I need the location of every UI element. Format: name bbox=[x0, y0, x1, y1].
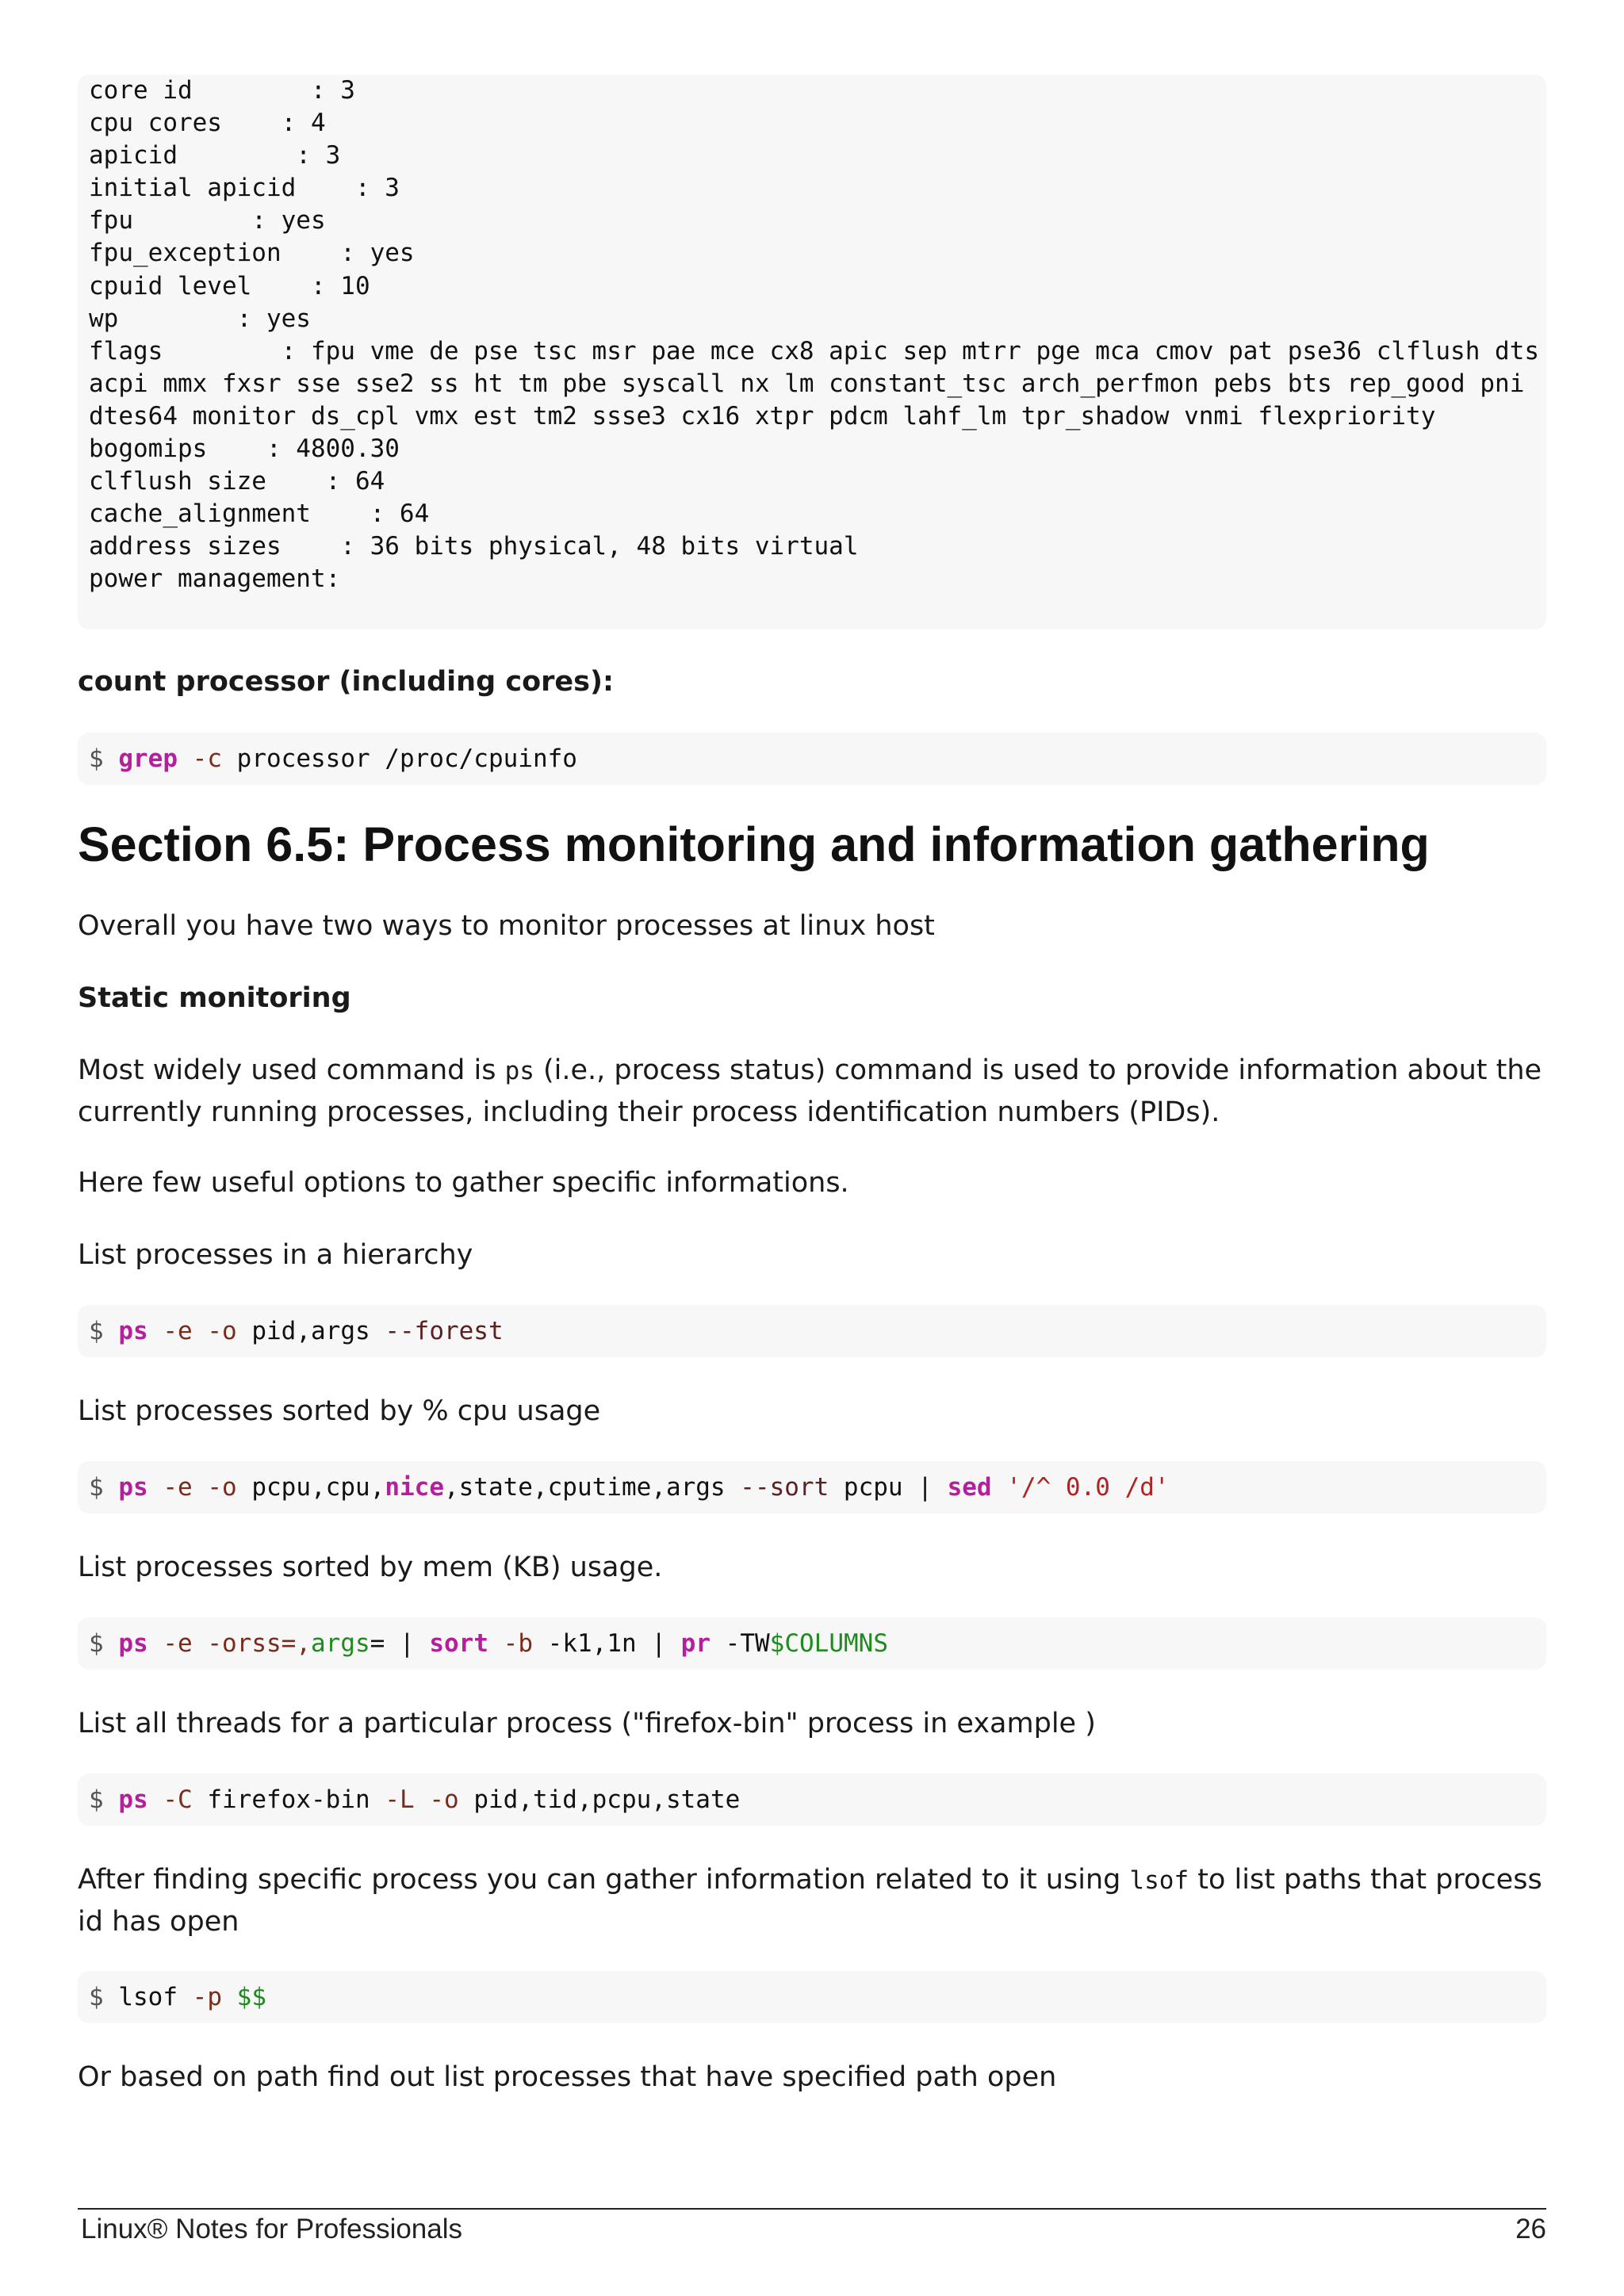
pipe: | bbox=[651, 1629, 666, 1658]
command-ps: ps bbox=[118, 1317, 148, 1345]
cpuinfo-line: power management: bbox=[89, 564, 341, 594]
arguments: pid,tid,pcpu,state bbox=[473, 1785, 741, 1814]
option: -e bbox=[163, 1317, 193, 1345]
option: --forest bbox=[385, 1317, 504, 1345]
arguments: pcpu bbox=[843, 1473, 903, 1502]
arguments: firefox-bin bbox=[207, 1785, 370, 1814]
path-paragraph: Or based on path find out list processes that have specified path open bbox=[78, 2061, 1057, 2093]
option: -TW bbox=[725, 1629, 770, 1658]
command-lsof: lsof bbox=[118, 1983, 178, 2011]
inline-code-ps: ps bbox=[504, 1057, 534, 1085]
cpuinfo-line: address sizes : 36 bits physical, 48 bits virtual bbox=[89, 532, 859, 561]
cpuinfo-code-block bbox=[78, 75, 1546, 629]
static-monitoring-label: Static monitoring bbox=[78, 982, 351, 1014]
option: -C bbox=[163, 1785, 193, 1814]
cpuinfo-line: bogomips : 4800.30 bbox=[89, 434, 400, 464]
variable: args bbox=[311, 1629, 370, 1658]
cpuinfo-line: core id : 3 bbox=[89, 76, 355, 105]
prompt: $ bbox=[89, 1317, 104, 1345]
footer-title: Linux® Notes for Professionals bbox=[81, 2214, 463, 2244]
cpuinfo-line: cpu cores : 4 bbox=[89, 109, 326, 138]
command-ps: ps bbox=[118, 1785, 148, 1814]
lsof-paragraph bbox=[78, 1859, 1546, 1942]
ps-para-text: Most widely used command is bbox=[78, 1054, 505, 1086]
command-pr: pr bbox=[680, 1629, 710, 1658]
cpuinfo-line: cpuid level : 10 bbox=[89, 271, 370, 300]
arguments: ,state,cputime,args bbox=[443, 1473, 726, 1502]
lsof-para-text-end: to list paths that process id has open bbox=[78, 1864, 1542, 1938]
variable: $$ bbox=[236, 1983, 266, 2011]
option: -b bbox=[503, 1629, 533, 1658]
cpuinfo-line: initial apicid : 3 bbox=[89, 174, 400, 203]
ps-para-text-end: (i.e., process status) command is used to provide information about the currently running processes, including their process identification numbers (PIDs). bbox=[78, 1054, 1542, 1128]
arguments: processor /proc/cpuinfo bbox=[236, 744, 577, 773]
option: -e bbox=[163, 1629, 193, 1658]
threads-label: List all threads for a particular process ("firefox-bin" process in example ) bbox=[78, 1708, 1096, 1739]
lsof-para-text: After finding specific process you can gather information related to it using bbox=[78, 1864, 1130, 1896]
cpuinfo-line: cache_alignment : 64 bbox=[89, 499, 430, 529]
cpuinfo-line: fpu : yes bbox=[89, 206, 326, 235]
arguments: pid,args bbox=[251, 1317, 370, 1345]
option: -p bbox=[192, 1983, 222, 2011]
command-sed: sed bbox=[947, 1473, 992, 1502]
prompt: $ bbox=[89, 1983, 104, 2011]
pipe: | bbox=[917, 1473, 933, 1502]
ps-threads-command-block bbox=[78, 1774, 1546, 1826]
options-paragraph: Here few useful options to gather specific informations. bbox=[78, 1167, 849, 1199]
count-processor-label: count processor (including cores): bbox=[78, 666, 614, 698]
grep-command-block bbox=[78, 733, 1546, 785]
prompt: $ bbox=[89, 1629, 104, 1658]
cpuinfo-line: fpu_exception : yes bbox=[89, 239, 415, 268]
variable: $COLUMNS bbox=[769, 1629, 888, 1658]
lsof-command-block bbox=[78, 1971, 1546, 2023]
option: -L bbox=[385, 1785, 415, 1814]
option: -o bbox=[207, 1473, 237, 1502]
arguments: -k1,1n bbox=[547, 1629, 637, 1658]
pipe: | bbox=[400, 1629, 415, 1658]
prompt: $ bbox=[89, 744, 104, 773]
equals: = bbox=[370, 1629, 385, 1658]
option: -e bbox=[163, 1473, 193, 1502]
mem-sort-label: List processes sorted by mem (KB) usage. bbox=[78, 1552, 663, 1583]
section-heading: Section 6.5: Process monitoring and information gathering bbox=[78, 817, 1430, 871]
cpuinfo-line: dtes64 monitor ds_cpl vmx est tm2 ssse3 cx16 xtpr pdcm lahf_lm tpr_shadow vnmi flexpriority bbox=[89, 401, 1436, 430]
intro-paragraph: Overall you have two ways to monitor processes at linux host bbox=[78, 910, 935, 942]
cpuinfo-line: flags : fpu vme de pse tsc msr pae mce cx8 apic sep mtrr pge mca cmov pat pse36 clflush dts bbox=[89, 336, 1540, 365]
option: -orss=, bbox=[207, 1629, 311, 1658]
cpuinfo-lines bbox=[89, 75, 1539, 596]
option: -c bbox=[192, 744, 222, 773]
hierarchy-label: List processes in a hierarchy bbox=[78, 1239, 473, 1271]
ps-mem-command-block bbox=[78, 1617, 1546, 1670]
page-number: 26 bbox=[1515, 2214, 1546, 2244]
prompt: $ bbox=[89, 1473, 104, 1502]
command-sort: sort bbox=[429, 1629, 488, 1658]
arguments: pcpu,cpu, bbox=[251, 1473, 385, 1502]
inline-code-lsof: lsof bbox=[1129, 1866, 1189, 1895]
ps-cpu-command-block bbox=[78, 1461, 1546, 1513]
cpu-sort-label: List processes sorted by % cpu usage bbox=[78, 1395, 601, 1427]
keyword-nice: nice bbox=[385, 1473, 444, 1502]
command-grep: grep bbox=[118, 744, 178, 773]
ps-forest-command-block bbox=[78, 1305, 1546, 1357]
option: -o bbox=[207, 1317, 237, 1345]
cpuinfo-line: acpi mmx fxsr sse sse2 ss ht tm pbe syscall nx lm constant_tsc arch_perfmon pebs bts rep_good pni bbox=[89, 369, 1525, 398]
command-ps: ps bbox=[118, 1473, 148, 1502]
string-literal: '/^ 0.0 /d' bbox=[1006, 1473, 1170, 1502]
prompt: $ bbox=[89, 1785, 104, 1814]
cpuinfo-line: clflush size : 64 bbox=[89, 467, 385, 496]
option: -o bbox=[429, 1785, 459, 1814]
option: --sort bbox=[740, 1473, 829, 1502]
cpuinfo-line: wp : yes bbox=[89, 304, 311, 333]
footer-rule bbox=[78, 2208, 1546, 2210]
ps-paragraph bbox=[78, 1050, 1546, 1133]
command-ps: ps bbox=[118, 1629, 148, 1658]
cpuinfo-line: apicid : 3 bbox=[89, 141, 341, 170]
